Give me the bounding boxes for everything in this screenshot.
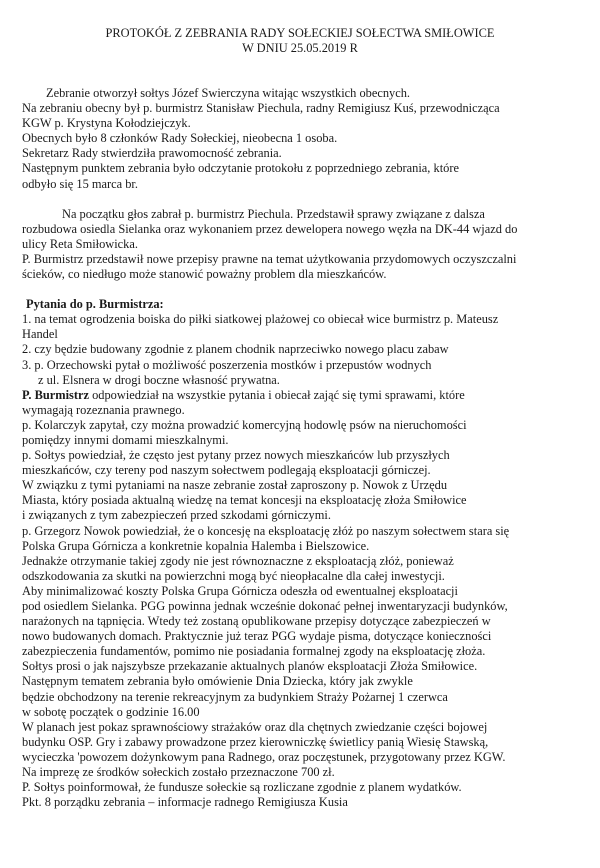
body-line: Miasta, który posiada aktualną wiedzę na temat koncesji na eksploatację złoża Smiłowice xyxy=(22,493,467,508)
body-lines xyxy=(22,403,578,811)
para-line: ścieków, co niedługo może stanowić poważny problem dla mieszkańców. xyxy=(22,267,387,282)
body-line: p. Sołtys powiedział, że często jest pytany przez nowych mieszkańców lub przyszłych xyxy=(22,448,450,463)
body-line: Polska Grupa Górnicza a konkretnie kopalnia Halemba i Bielszowice. xyxy=(22,538,370,553)
answer-rest: odpowiedział na wszystkie pytania i obiecał zająć się tymi sprawami, które xyxy=(89,387,465,402)
body-line: Jednakże otrzymanie takiej zgody nie jest równoznaczne z eksploatacją złóż, ponieważ xyxy=(22,553,454,568)
document-page xyxy=(22,26,578,810)
answer-line xyxy=(22,388,578,403)
body-line: p. Kolarczyk zapytał, czy można prowadzić komercyjną hodowlę psów na nieruchomości xyxy=(22,417,467,432)
body-line: Aby minimalizować koszty Polska Grupa Górnicza odeszła od ewentualnej eksploatacji xyxy=(22,583,458,598)
body-line: Sołtys prosi o jak najszybsze przekazanie aktualnych planów eksploatacji Złoża Smiłowice. xyxy=(22,659,478,674)
body-line: budynku OSP. Gry i zabawy prowadzone przez kierowniczkę świetlicy panią Wiesię Stawską, xyxy=(22,734,489,749)
spacer xyxy=(22,282,578,297)
answer-bold: P. Burmistrz xyxy=(22,387,89,402)
body-line: pomiędzy innymi domami mieszkalnymi. xyxy=(22,432,229,447)
para-line: rozbudowa osiedla Sielanka oraz wykonaniem przez dewelopera nowego węzła na DK-44 wjazd do xyxy=(22,221,518,236)
body-line: W związku z tymi pytaniami na nasze zebranie został zaproszony p. Nowok z Urzędu xyxy=(22,478,448,493)
para-line: P. Burmistrz przedstawił nowe przepisy prawne na temat użytkowania przydomowych oczyszczalni xyxy=(22,251,517,266)
document-title-line2: W DNIU 25.05.2019 R xyxy=(242,41,358,55)
intro-line: KGW p. Krystyna Kołodziejczyk. xyxy=(22,116,191,131)
question-item: 1. na temat ogrodzenia boiska do piłki siatkowej plażowej co obiecał wice burmistrz p. Mateusz xyxy=(22,312,499,327)
question-item: 3. p. Orzechowski pytał o możliwość poszerzenia mostków i przepustów wodnych xyxy=(22,357,432,372)
questions-section xyxy=(22,297,578,388)
body-line: P. Sołtys poinformował, że fundusze sołeckie są rozliczane zgodnie z planem wydatków. xyxy=(22,780,462,795)
intro-section xyxy=(22,86,578,192)
body-line: W planach jest pokaz sprawnościowy strażaków oraz dla chętnych zwiedzanie części bojowej xyxy=(22,719,488,734)
body-line: nowo budowanych domach. Praktycznie już teraz PGG wydaje pisma, dotyczące konieczności xyxy=(22,629,492,644)
body-line: zabezpieczenia fundamentów, pomimo nie posiadania formalnej zgody na eksploatację złoża. xyxy=(22,644,486,659)
body-line: narażonych na tąpnięcia. Wtedy też zostaną opublikowane przepisy dotyczące zabezpieczeń w xyxy=(22,614,491,629)
body-line: Następnym tematem zebrania było omówienie Dnia Dziecka, który jak zwykle xyxy=(22,674,413,689)
intro-line: Obecnych było 8 członków Rady Sołeckiej, nieobecna 1 osoba. xyxy=(22,131,338,146)
body-line: będzie obchodzony na terenie rekreacyjnym za budynkiem Straży Pożarnej 1 czerwca xyxy=(22,689,448,704)
body-line: Na imprezę ze środków sołeckich zostało przeznaczone 700 zł. xyxy=(22,765,335,780)
intro-line: Zebranie otworzył sołtys Józef Swierczyna witając wszystkich obecnych. xyxy=(46,86,411,100)
para-line: ulicy Reta Smiłowicka. xyxy=(22,236,138,251)
body-section xyxy=(22,388,578,811)
question-item: 2. czy będzie budowany zgodnie z planem chodnik naprzeciwko nowego placu zabaw xyxy=(22,342,449,357)
questions-heading: Pytania do p. Burmistrza: xyxy=(26,297,164,312)
para-line: Na początku głos zabrał p. burmistrz Piechula. Przedstawił sprawy związane z dalsza xyxy=(62,206,485,221)
body-line: wymagają rozeznania prawnego. xyxy=(22,402,185,417)
body-line: wycieczka 'powozem dożynkowym pana Radnego, oraz poczęstunek, przygotowany przez KGW. xyxy=(22,749,506,764)
body-line: mieszkańców, czy tereny pod naszym sołectwem podlegają eksploatacji górniczej. xyxy=(22,463,431,478)
intro-line: Następnym punktem zebrania było odczytanie protokołu z poprzedniego zebrania, które xyxy=(22,161,459,176)
question-item: Handel xyxy=(22,327,58,342)
body-line: i związanych z tym zabezpieczeń przed szkodami górniczymi. xyxy=(22,508,331,523)
document-title-line1: PROTOKÓŁ Z ZEBRANIA RADY SOŁECKIEJ SOŁECTWA SMIŁOWICE xyxy=(105,26,495,40)
body-line: odszkodowania za skutki na powierzchni mogą być nieopłacalne dla całej inwestycji. xyxy=(22,568,445,583)
intro-line: Na zebraniu obecny był p. burmistrz Stanisław Piechula, radny Remigiusz Kuś, przewodnicząca xyxy=(22,101,500,116)
body-line: w sobotę początek o godzinie 16.00 xyxy=(22,704,200,719)
spacer xyxy=(22,56,578,86)
body-line: Pkt. 8 porządku zebrania – informacje radnego Remigiusza Kusia xyxy=(22,795,348,810)
burmistrz-section xyxy=(22,207,578,282)
body-line: p. Grzegorz Nowok powiedział, że o koncesję na eksploatację złóż po naszym sołectwem stara się xyxy=(22,523,510,538)
question-item: z ul. Elsnera w drogi boczne własność prywatna. xyxy=(38,372,280,387)
intro-line: odbyło się 15 marca br. xyxy=(22,176,138,191)
body-line: pod osiedlem Sielanka. PGG powinna jednak wcześnie dokonać pełnej inwentaryzacji budynków, xyxy=(22,599,508,613)
intro-line: Sekretarz Rady stwierdziła prawomocność zebrania. xyxy=(22,146,282,161)
spacer xyxy=(22,192,578,207)
